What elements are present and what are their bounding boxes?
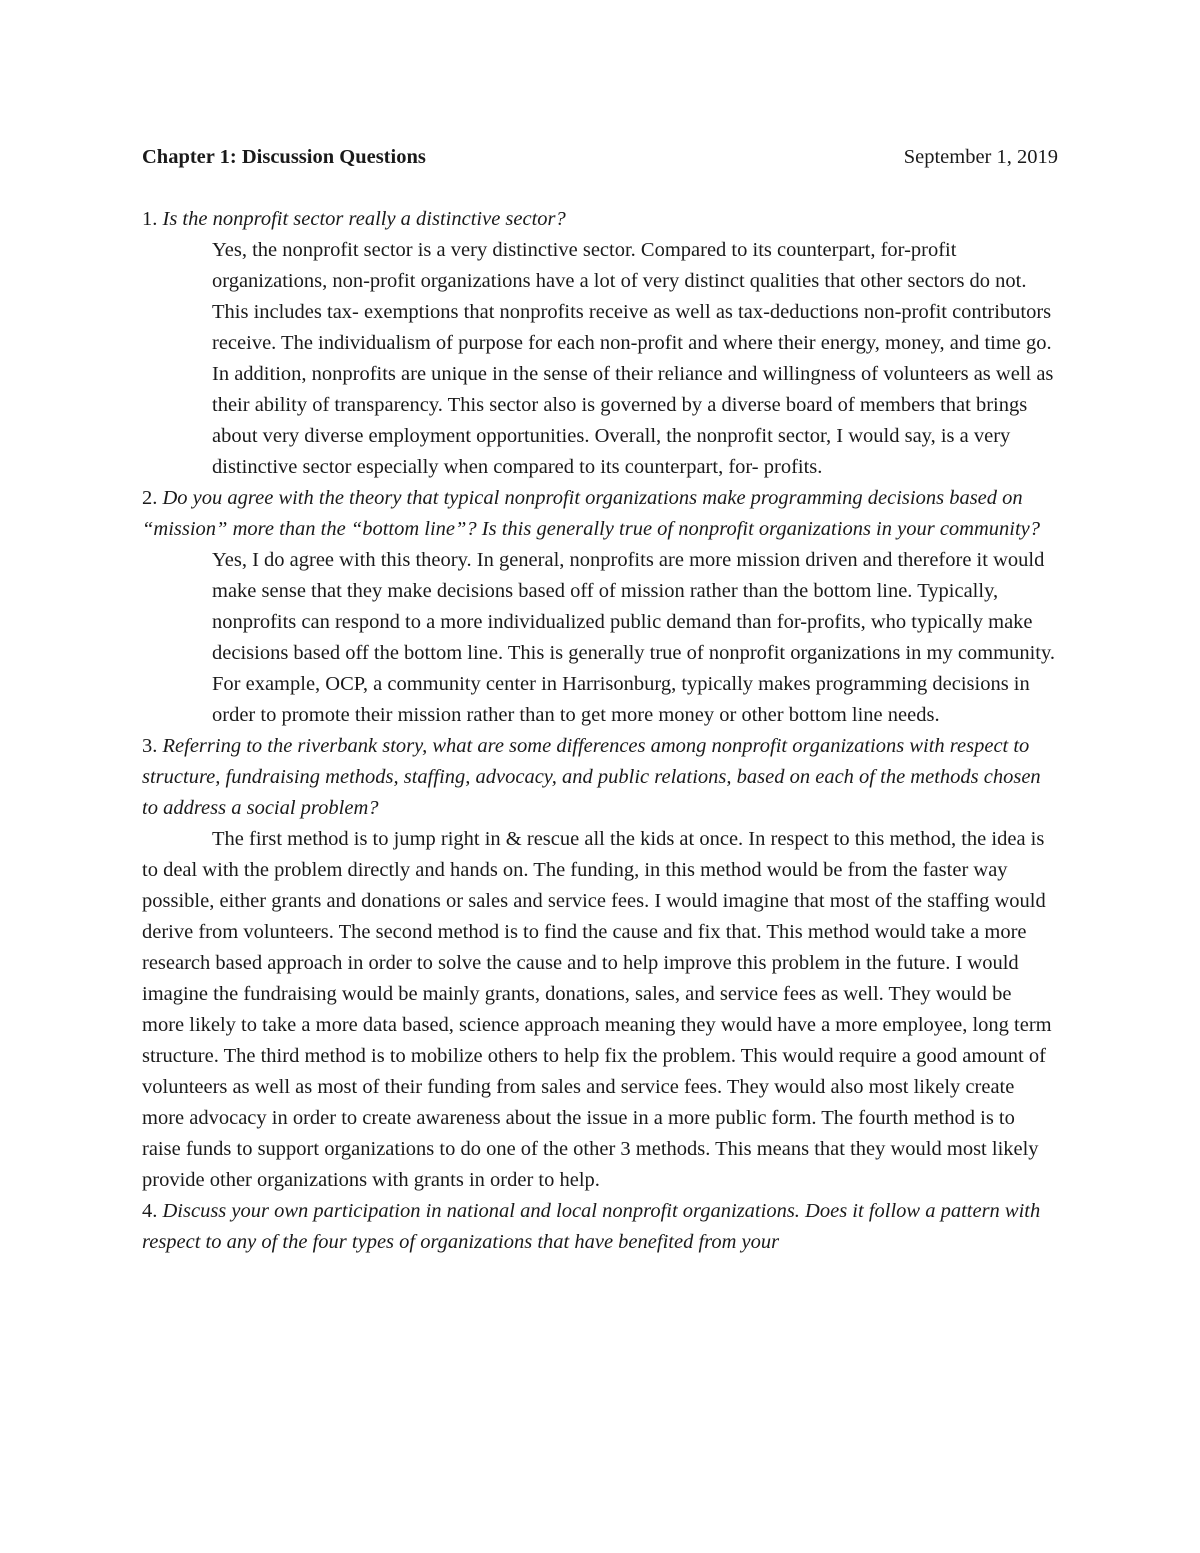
answer-3: The first method is to jump right in & rescue all the kids at once. In respect to this method, the idea is to deal with the problem directly and hands on. The funding, in this method would be from the faster way possible, either grants and donations or sales and service fees. I would imagine that most of the staffing would derive from volunteers. The second method is to find the cause and fix that. This method would take a more research based approach in order to solve the cause and to help improve this problem in the future. I would imagine the fundraising would be mainly grants, donations, sales, and service fees as well. They would be more likely to take a more data based, science approach meaning they would have a more employee, long term structure. The third method is to mobilize others to help fix the problem. This would require a good amount of volunteers as well as most of their funding from sales and service fees. They would also most likely create more advocacy in order to create awareness about the issue in a more public form. The fourth method is to raise funds to support organizations to do one of the other 3 methods. This means that they would most likely provide other organizations with grants in order to help.: [142, 828, 1052, 1191]
document-header: [142, 142, 1058, 173]
question-text: Do you agree with the theory that typical nonprofit organizations make programming decisions based on “mission” more than the “bottom line”? Is this generally true of nonprofit organizations in your community?: [142, 487, 1041, 540]
question-4: [142, 1196, 1058, 1258]
question-1: [142, 204, 1058, 235]
document-date: September 1, 2019: [903, 146, 1058, 168]
question-3: [142, 731, 1058, 824]
question-2: [142, 483, 1058, 545]
question-text: Is the nonprofit sector really a distinctive sector?: [162, 208, 566, 230]
answer-1: Yes, the nonprofit sector is a very distinctive sector. Compared to its counterpart, for-profit organizations, non-profit organizations have a lot of very distinct qualities that other sectors do not. This includes tax- exemptions that nonprofits receive as well as tax-deductions non-profit contributors receive. The individualism of purpose for each non-profit and where their energy, money, and time go. In addition, nonprofits are unique in the sense of their reliance and willingness of volunteers as well as their ability of transparency. This sector also is governed by a diverse board of members that brings about very diverse employment opportunities. Overall, the nonprofit sector, I would say, is a very distinctive sector especially when compared to its counterpart, for- profits.: [212, 239, 1054, 478]
answer-2: Yes, I do agree with this theory. In general, nonprofits are more mission driven and therefore it would make sense that they make decisions based off of mission rather than the bottom line. Typically, nonprofits can respond to a more individualized public demand than for-profits, who typically make decisions based off the bottom line. This is generally true of nonprofit organizations in my community. For example, OCP, a community center in Harrisonburg, typically makes programming decisions in order to promote their mission rather than to get more money or other bottom line needs.: [212, 549, 1056, 726]
question-number: 1.: [142, 208, 158, 230]
document-title: Chapter 1: Discussion Questions: [142, 146, 426, 168]
question-text: Discuss your own participation in national and local nonprofit organizations. Does it follow a pattern with respect to any of the four types of organizations that have benefited from your: [142, 1200, 1041, 1253]
question-number: 4.: [142, 1200, 158, 1222]
question-number: 2.: [142, 487, 158, 509]
document-body: [142, 142, 1058, 1258]
question-text: Referring to the riverbank story, what are some differences among nonprofit organizations with respect to structure, fundraising methods, staffing, advocacy, and public relations, based on each of the methods chosen to address a social problem?: [142, 735, 1041, 819]
question-number: 3.: [142, 735, 158, 757]
